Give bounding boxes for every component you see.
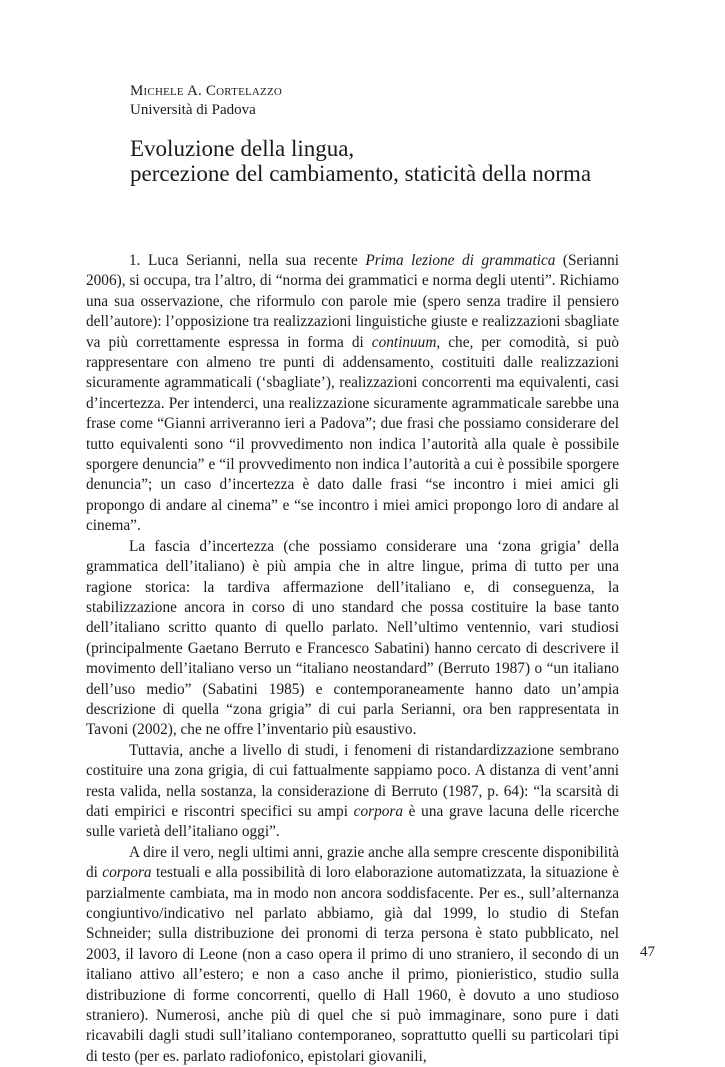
paragraph-4 xyxy=(86,843,619,1067)
author-name xyxy=(130,82,282,101)
paragraph-1-text-a: 1. Luca Serianni, nella sua recente xyxy=(129,252,366,269)
paragraph-4-text-c: testuali e alla possibilità di loro elaborazione automatizzata, la situazione è parzialmente cambiata, ma in modo non ancora soddisfacente. Per es., sull’alternanza congiuntivo/indicativo nel parlato abbiamo, già dal 1999, lo studio di Stefan Schneider; sulla distribuzione dei pronomi di terza persona è stato pubblicato, nel 2003, il lavoro di Leone (non a caso opera il primo di uno straniero, il secondo di un italiano attivo all’estero; e non a caso anche il primo, pionieristico, studio sulla distribuzione di forme concorrenti, quello di Hall 1960, è dovuto a uno studioso straniero). Numerosi, anche più di quel che si può immaginare, sono pure i dati ricavabili dagli studi sull’italiano contemporaneo, soprattutto quelli su particolari tipi di testo (per es. parlato radiofonico, epistolari giovanili, xyxy=(86,864,619,1065)
article-body xyxy=(86,251,619,1067)
author-last-name-rest: ortelazzo xyxy=(216,83,283,99)
paragraph-4-italic-term: corpora xyxy=(102,864,152,882)
article-title xyxy=(130,136,650,186)
paragraph-1 xyxy=(86,251,619,537)
paragraph-3 xyxy=(86,741,619,843)
paragraph-1-text-c: (Serianni 2006), si occupa, tra l’altro, di “norma dei grammatici e norma degli utenti”. Richiamo una sua osservazione, che riformulo con parole mie (spero senza tradire il pensiero dell’autore): l’opposizione tra realizzazioni linguistiche giuste e realizzazioni sbagliate va più correttamente espressa in forma di xyxy=(86,252,620,351)
author-first-name-rest: ichele xyxy=(143,83,184,99)
paragraph-1-text-e: , che, per comodità, si può rappresentare con almeno tre punti di addensamento, costituiti dalle realizzazioni sicuramente agrammaticali (‘sbagliate’), realizzazioni concorrenti ma equivalenti, casi d’incertezza. Per intenderci, una realizzazione sicuramente agrammaticale sarebbe una frase come “Gianni arriveranno ieri a Padova”; due frasi che possiamo considerare del tutto equivalenti sono “il provvedimento non indica l’autorità alla quale è possibile sporgere denuncia” e “il provvedimento non indica l’autorità a cui è possibile sporgere denuncia”; un caso d’incertezza è dato dalle frasi “se incontro i miei amici gli propongo di andare al cinema” e “se incontro i miei amici propongo loro di andare al cinema”. xyxy=(86,333,619,535)
article-title-line-2: percezione del cambiamento, staticità della norma xyxy=(130,161,592,186)
paragraph-3-text-a: Tuttavia, anche a livello di studi, i fenomeni di ristandardizzazione sembrano costituire una zona grigia, di cui fattualmente sappiamo poco. A distanza di vent’anni resta valida, nella sostanza, la considerazione di Berruto (1987, p. 64): “la scarsità di dati empirici e riscontri specifici su ampi xyxy=(86,741,619,820)
author-middle-initial: A. xyxy=(186,83,202,99)
paragraph-1-italic-title: Prima lezione di grammatica xyxy=(365,252,556,269)
author-affiliation: Università di Padova xyxy=(130,102,256,118)
paragraph-3-italic-term: corpora xyxy=(353,802,403,820)
page-number: 47 xyxy=(640,944,655,960)
paragraph-2: La fascia d’incertezza (che possiamo considerare una ‘zona grigia’ della grammatica dell’italiano) è più ampia che in altre lingue, prima di tutto per una ragione storica: la tardiva affermazione dell’italiano e, di conseguenza, la stabilizzazione ancora in corso di uno standard che possa costituire la base tanto dell’italiano scritto quanto di quello parlato. Nell’ultimo ventennio, vari studiosi (principalmente Gaetano Berruto e Francesco Sabatini) hanno cercato di descrivere il movimento dell’italiano verso un “italiano neostandard” (Berruto 1987) o “un italiano dell’uso medio” (Sabatini 1985) e contemporaneamente hanno dato un’ampia descrizione di quella “zona grigia” di cui parla Serianni, ora ben rappresentata in Tavoni (2002), che ne offre l’inventario più esaustivo. xyxy=(86,537,619,739)
author-initial-last: C xyxy=(205,83,217,99)
paragraph-3-text-c: è una grave lacuna delle ricerche sulle varietà dell’italiano oggi”. xyxy=(86,802,619,841)
paragraph-1-italic-term: continuum xyxy=(371,333,437,351)
paragraph-4-text-a: A dire il vero, negli ultimi anni, grazie anche alla sempre crescente disponibilità di xyxy=(86,843,619,882)
author-initial-first: M xyxy=(130,83,144,99)
article-title-line-1: Evoluzione della lingua, xyxy=(130,136,355,161)
